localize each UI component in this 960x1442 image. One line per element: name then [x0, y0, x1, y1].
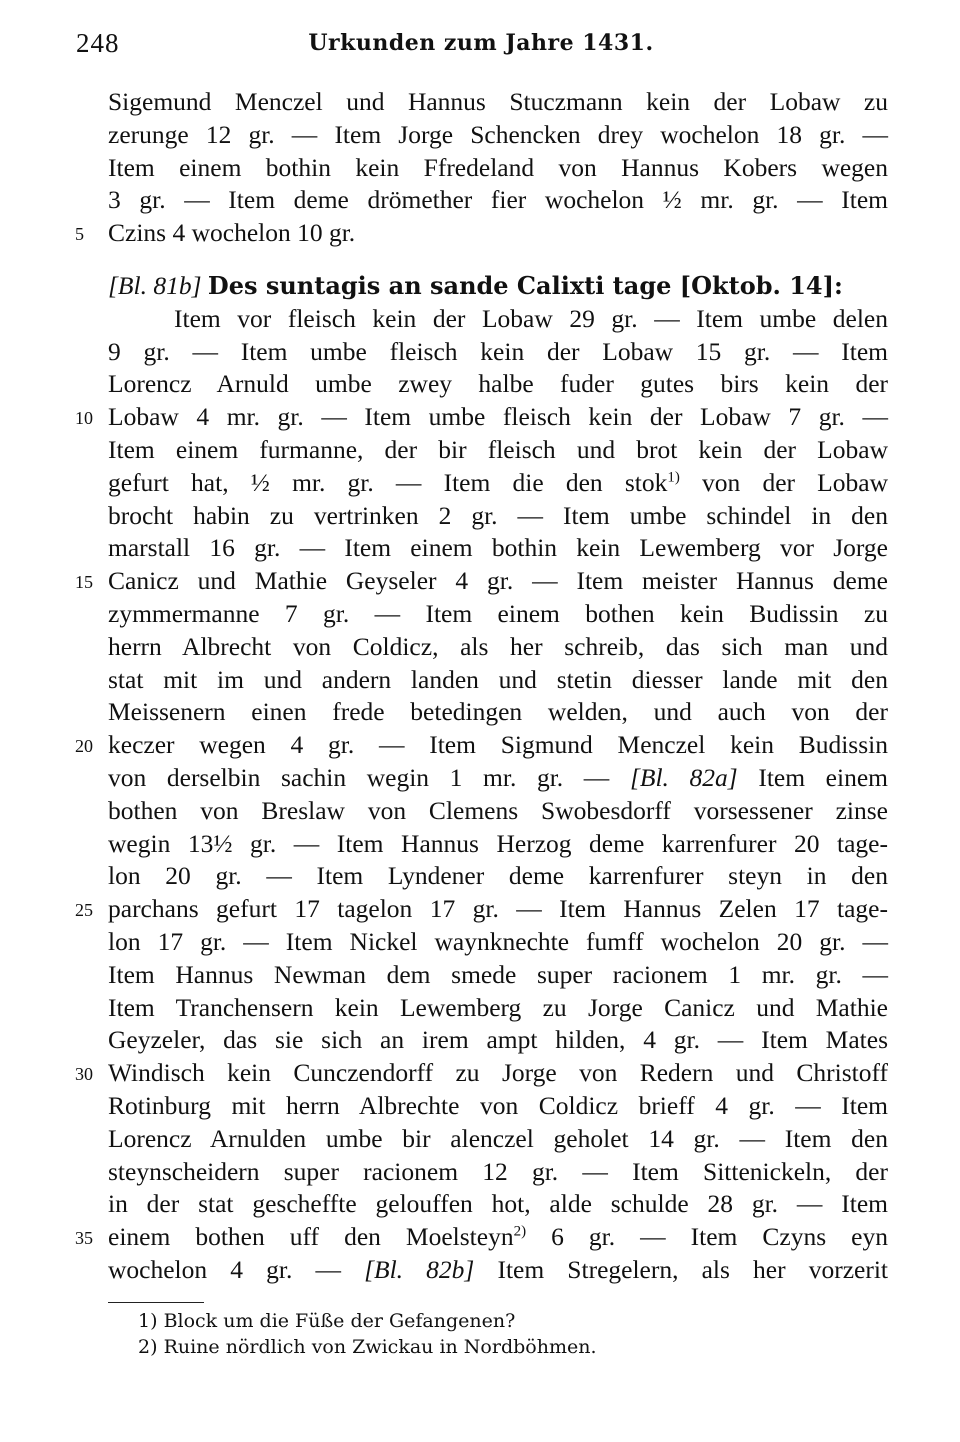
- text-line: [108, 598, 888, 631]
- text-line: [108, 152, 888, 185]
- line-text: Geyzeler, das sie sich an irem ampt hilden, 4 gr. — Item Mates: [108, 1025, 888, 1055]
- line-text: lon 17 gr. — Item Nickel waynknechte fumff wochelon 20 gr. —: [108, 926, 888, 956]
- text-line: [108, 1123, 888, 1156]
- footnote-marker: 1): [667, 469, 680, 486]
- section-title: Des suntagis an sande Calixti tage [Oktob. 14]:: [207, 270, 843, 300]
- line-text: herrn Albrecht von Coldicz, als her schreib, das sich man und: [108, 631, 888, 661]
- line-text: 3 gr. — Item deme drömether fier wochelon ½ mr. gr. — Item: [108, 185, 888, 215]
- line-text: Lorencz Arnuld umbe zwey halbe fuder gutes birs kein der: [108, 369, 888, 399]
- footnote-text: Block um die Füße der Gefangenen?: [163, 1310, 516, 1332]
- text-line: [108, 119, 888, 152]
- text-line: [75, 401, 888, 434]
- folio-reference: [Bl. 81b]: [108, 270, 202, 300]
- text-line: [108, 696, 888, 729]
- text-line: gefurt hat, ½ mr. gr. — Item die den stok$^{1)}$ von der Lobaw: [108, 467, 888, 497]
- text-line: [75, 1057, 888, 1090]
- line-text: Lorencz Arnulden umbe bir alenczel geholet 14 gr. — Item den: [108, 1123, 888, 1153]
- text-line: [108, 860, 888, 893]
- page-header: [76, 28, 886, 68]
- text-line: [75, 729, 888, 762]
- text-line: [75, 217, 888, 250]
- text-line: [108, 303, 888, 336]
- line-text: Rotinburg mit herrn Albrechte von Coldicz brieff 4 gr. — Item: [108, 1090, 888, 1120]
- running-head: Urkunden zum Jahre 1431.: [308, 30, 654, 56]
- line-number: 5: [75, 224, 84, 245]
- line-text: Meissenern einen frede betedingen welden, und auch von der: [108, 697, 888, 727]
- text-line: [75, 893, 888, 926]
- line-text: Windisch kein Cunczendorff zu Jorge von Redern und Christoff: [108, 1058, 888, 1088]
- text-line: [108, 664, 888, 697]
- section-heading: [108, 270, 888, 303]
- paragraph-1: [75, 86, 888, 250]
- line-text: Sigemund Menczel und Hannus Stuczmann kein der Lobaw zu: [108, 87, 888, 116]
- line-text: Item vor fleisch kein der Lobaw 29 gr. — Item umbe delen: [174, 303, 888, 333]
- text-line: [108, 336, 888, 369]
- line-number: 30: [75, 1064, 93, 1085]
- line-text: Canicz und Mathie Geyseler 4 gr. — Item meister Hannus deme: [108, 566, 888, 596]
- text-line: [108, 500, 888, 533]
- footnote-1: [138, 1308, 878, 1334]
- line-number: 35: [75, 1228, 93, 1249]
- line-text: Item einem bothin kein Ffredeland von Hannus Kobers wegen: [108, 152, 888, 182]
- line-text: Item einem furmanne, der bir fleisch und brot kein der Lobaw: [108, 434, 888, 464]
- text-line: [108, 992, 888, 1025]
- text-line: von derselbin sachin wegin 1 mr. gr. — [Bl. 82a] Item einem: [108, 762, 888, 792]
- folio-reference: [Bl. 82a]: [629, 762, 738, 792]
- text-line: [108, 434, 888, 467]
- text-line: [108, 1188, 888, 1221]
- text-line: [108, 1090, 888, 1123]
- body-text: [75, 86, 889, 1287]
- footnote-2: [138, 1334, 878, 1360]
- line-text: lon 20 gr. — Item Lyndener deme karrenfurer steyn in den: [108, 861, 888, 891]
- text-line: [108, 828, 888, 861]
- line-text: zymmermanne 7 gr. — Item einem bothen kein Budissin zu: [108, 598, 888, 628]
- text-line: [108, 926, 888, 959]
- footnote-divider: [108, 1302, 204, 1303]
- footnote-text: Ruine nördlich von Zwickau in Nordböhmen.: [163, 1336, 597, 1358]
- footnote-mark: 1): [138, 1310, 158, 1332]
- page-number: 248: [76, 28, 120, 58]
- line-text: Item Tranchensern kein Lewemberg zu Jorge Canicz und Mathie: [108, 992, 888, 1022]
- line-text: keczer wegen 4 gr. — Item Sigmund Menczel kein Budissin: [108, 730, 888, 760]
- footnotes: [138, 1308, 878, 1360]
- text-line: [75, 565, 888, 598]
- line-number: 15: [75, 572, 93, 593]
- paragraph-2-part-1: [75, 303, 888, 467]
- line-number: 10: [75, 408, 93, 429]
- text-line: [108, 532, 888, 565]
- paragraph-2-part-2: [75, 500, 888, 762]
- text-line: [108, 368, 888, 401]
- line-text: stat mit im und andern landen und stetin diesser lande mit den: [108, 664, 888, 694]
- line-text: brocht habin zu vertrinken 2 gr. — Item umbe schindel in den: [108, 500, 888, 530]
- text-line: [108, 631, 888, 664]
- folio-reference: [Bl. 82b]: [364, 1254, 475, 1284]
- line-text: bothen von Breslaw von Clemens Swobesdorff vorsessener zinse: [108, 795, 888, 825]
- line-text: Item Hannus Newman dem smede super racionem 1 mr. gr. —: [108, 959, 888, 989]
- line-text: wegin 13½ gr. — Item Hannus Herzog deme karrenfurer 20 tage-: [108, 828, 888, 858]
- text-line: [108, 795, 888, 828]
- text-line: [108, 86, 888, 119]
- text-line: 35 einem bothen uff den Moelsteyn$^{2)}$ 6 gr. — Item Czyns eyn: [108, 1221, 888, 1254]
- text-line: [108, 1156, 888, 1189]
- line-text: parchans gefurt 17 tagelon 17 gr. — Item Hannus Zelen 17 tage-: [108, 894, 888, 924]
- line-text: zerunge 12 gr. — Item Jorge Schencken drey wochelon 18 gr. —: [108, 119, 888, 149]
- line-number: 20: [75, 736, 93, 757]
- text-line: [108, 959, 888, 992]
- footnote-mark: 2): [138, 1336, 158, 1358]
- line-text: Lobaw 4 mr. gr. — Item umbe fleisch kein der Lobaw 7 gr. —: [108, 402, 888, 432]
- text-line: [108, 1024, 888, 1057]
- text-line: [108, 184, 888, 217]
- line-text: Czins 4 wochelon 10 gr.: [108, 218, 356, 248]
- footnote-marker: 2): [513, 1223, 527, 1240]
- line-text: marstall 16 gr. — Item einem bothin kein Lewemberg vor Jorge: [108, 533, 888, 563]
- line-text: in der stat gescheffte gelouffen hot, alde schulde 28 gr. — Item: [108, 1189, 888, 1219]
- line-text: 9 gr. — Item umbe fleisch kein der Lobaw 15 gr. — Item: [108, 336, 888, 366]
- paragraph-2-part-3: [75, 795, 888, 1221]
- line-number: 25: [75, 900, 93, 921]
- line-text: steynscheidern super racionem 12 gr. — Item Sittenickeln, der: [108, 1156, 888, 1186]
- text-line: wochelon 4 gr. — [Bl. 82b] Item Stregelern, als her vorzerit: [108, 1254, 888, 1284]
